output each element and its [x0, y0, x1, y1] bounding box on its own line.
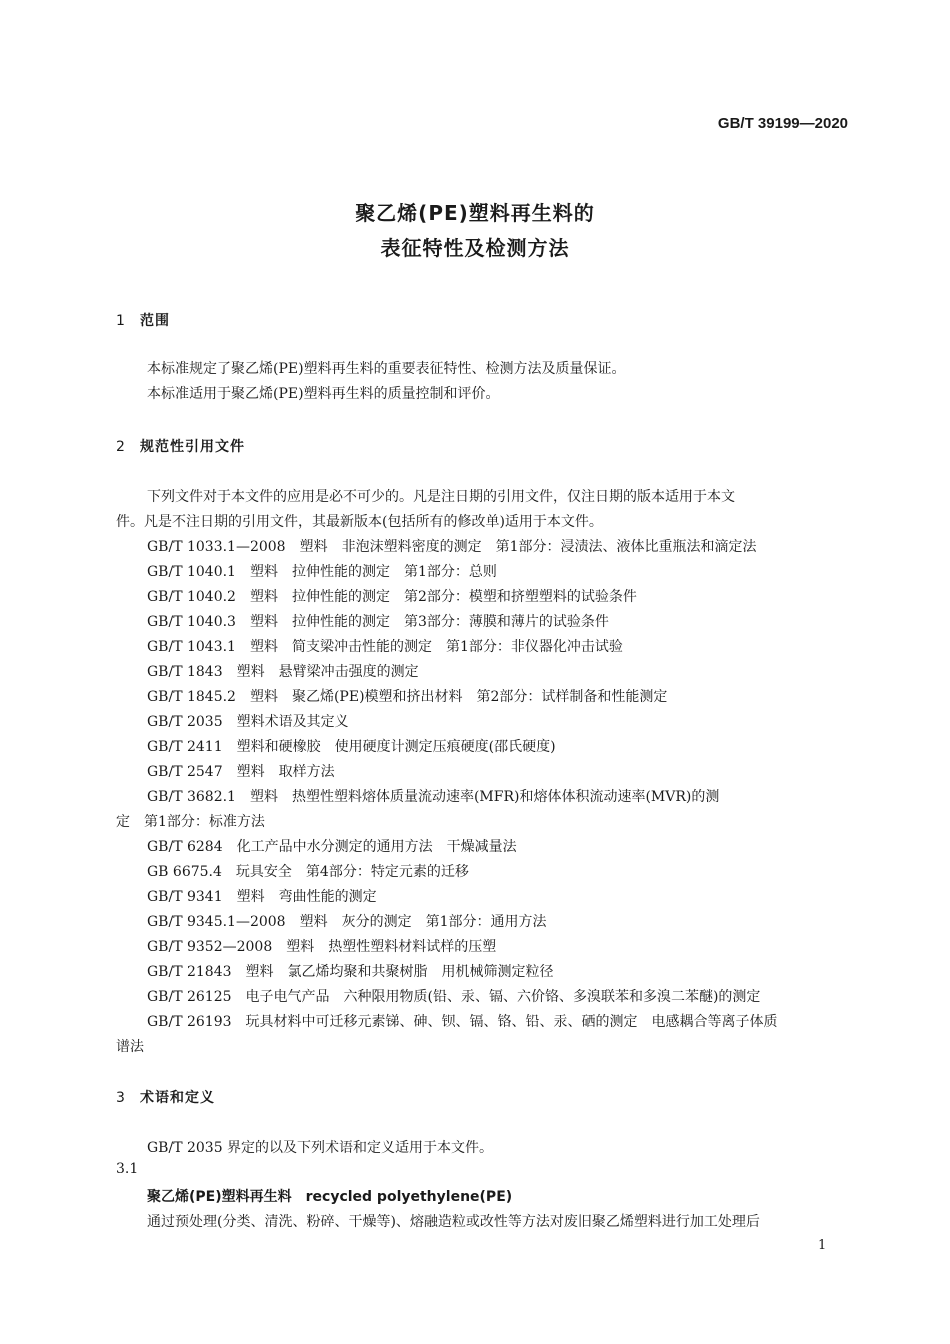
- term-title: 聚乙烯(PE)塑料再生料 recycled polyethylene(PE): [147, 1189, 513, 1205]
- paragraph: GB/T 2035 界定的以及下列术语和定义适用于本文件。: [147, 1140, 494, 1156]
- section-3-number: 3: [116, 1090, 126, 1106]
- reference-item: GB/T 1033.1—2008 塑料 非泡沫塑料密度的测定 第1部分：浸渍法、液体比重瓶法和滴定法: [147, 539, 757, 555]
- reference-item: GB/T 3682.1 塑料 热塑性塑料熔体质量流动速率(MFR)和熔体体积流动速率(MVR)的测: [147, 789, 720, 805]
- paragraph: 件。凡是不注日期的引用文件，其最新版本(包括所有的修改单)适用于本文件。: [116, 514, 603, 530]
- reference-item: GB/T 26193 玩具材料中可迁移元素锑、砷、钡、镉、铬、铅、汞、硒的测定 电感耦合等离子体质: [147, 1014, 778, 1030]
- reference-item: GB/T 21843 塑料 氯乙烯均聚和共聚树脂 用机械筛测定粒径: [147, 964, 554, 980]
- reference-item: GB/T 1040.2 塑料 拉伸性能的测定 第2部分：模塑和挤塑塑料的试验条件: [147, 589, 637, 605]
- reference-item: GB/T 9341 塑料 弯曲性能的测定: [147, 889, 377, 905]
- document-title-line-2: 表征特性及检测方法: [380, 236, 570, 260]
- reference-item: GB/T 9345.1—2008 塑料 灰分的测定 第1部分：通用方法: [147, 914, 547, 930]
- reference-item: GB/T 2411 塑料和硬橡胶 使用硬度计测定压痕硬度(邵氏硬度): [147, 739, 556, 755]
- page-number: 1: [818, 1238, 827, 1253]
- section-2-heading: [116, 436, 245, 456]
- reference-item: GB 6675.4 玩具安全 第4部分：特定元素的迁移: [147, 864, 469, 880]
- reference-item: GB/T 1040.1 塑料 拉伸性能的测定 第1部分：总则: [147, 564, 497, 580]
- term-definition: 通过预处理(分类、清洗、粉碎、干燥等)、熔融造粒或改性等方法对废旧聚乙烯塑料进行加工处理后: [147, 1214, 760, 1230]
- section-3-title: 术语和定义: [140, 1090, 215, 1106]
- reference-item-continuation: 定 第1部分：标准方法: [116, 814, 265, 830]
- section-3-heading: [116, 1087, 215, 1107]
- section-1-number: 1: [116, 313, 126, 329]
- reference-item: GB/T 1845.2 塑料 聚乙烯(PE)模塑和挤出材料 第2部分：试样制备和性能测定: [147, 689, 668, 705]
- standard-number: GB/T 39199—2020: [717, 115, 848, 132]
- paragraph: 本标准适用于聚乙烯(PE)塑料再生料的质量控制和评价。: [147, 386, 500, 402]
- reference-item: GB/T 2547 塑料 取样方法: [147, 764, 335, 780]
- reference-item: GB/T 9352—2008 塑料 热塑性塑料材料试样的压塑: [147, 939, 497, 955]
- reference-item: GB/T 1040.3 塑料 拉伸性能的测定 第3部分：薄膜和薄片的试验条件: [147, 614, 609, 630]
- reference-item: GB/T 26125 电子电气产品 六种限用物质(铅、汞、镉、六价铬、多溴联苯和多溴二苯醚)的测定: [147, 989, 761, 1005]
- reference-item: GB/T 2035 塑料术语及其定义: [147, 714, 349, 730]
- document-title-line-1: 聚乙烯(PE)塑料再生料的: [355, 201, 595, 225]
- subsection-number: 3.1: [116, 1161, 139, 1177]
- reference-item-continuation: 谱法: [116, 1039, 144, 1055]
- section-2-number: 2: [116, 439, 126, 455]
- paragraph: 本标准规定了聚乙烯(PE)塑料再生料的重要表征特性、检测方法及质量保证。: [147, 361, 626, 377]
- paragraph: 下列文件对于本文件的应用是必不可少的。凡是注日期的引用文件，仅注日期的版本适用于本文: [147, 489, 735, 505]
- section-1-title: 范围: [140, 313, 170, 329]
- reference-item: GB/T 1843 塑料 悬臂梁冲击强度的测定: [147, 664, 419, 680]
- section-1-heading: [116, 310, 170, 330]
- reference-item: GB/T 1043.1 塑料 简支梁冲击性能的测定 第1部分：非仪器化冲击试验: [147, 639, 623, 655]
- reference-item: GB/T 6284 化工产品中水分测定的通用方法 干燥减量法: [147, 839, 517, 855]
- section-2-title: 规范性引用文件: [140, 439, 245, 455]
